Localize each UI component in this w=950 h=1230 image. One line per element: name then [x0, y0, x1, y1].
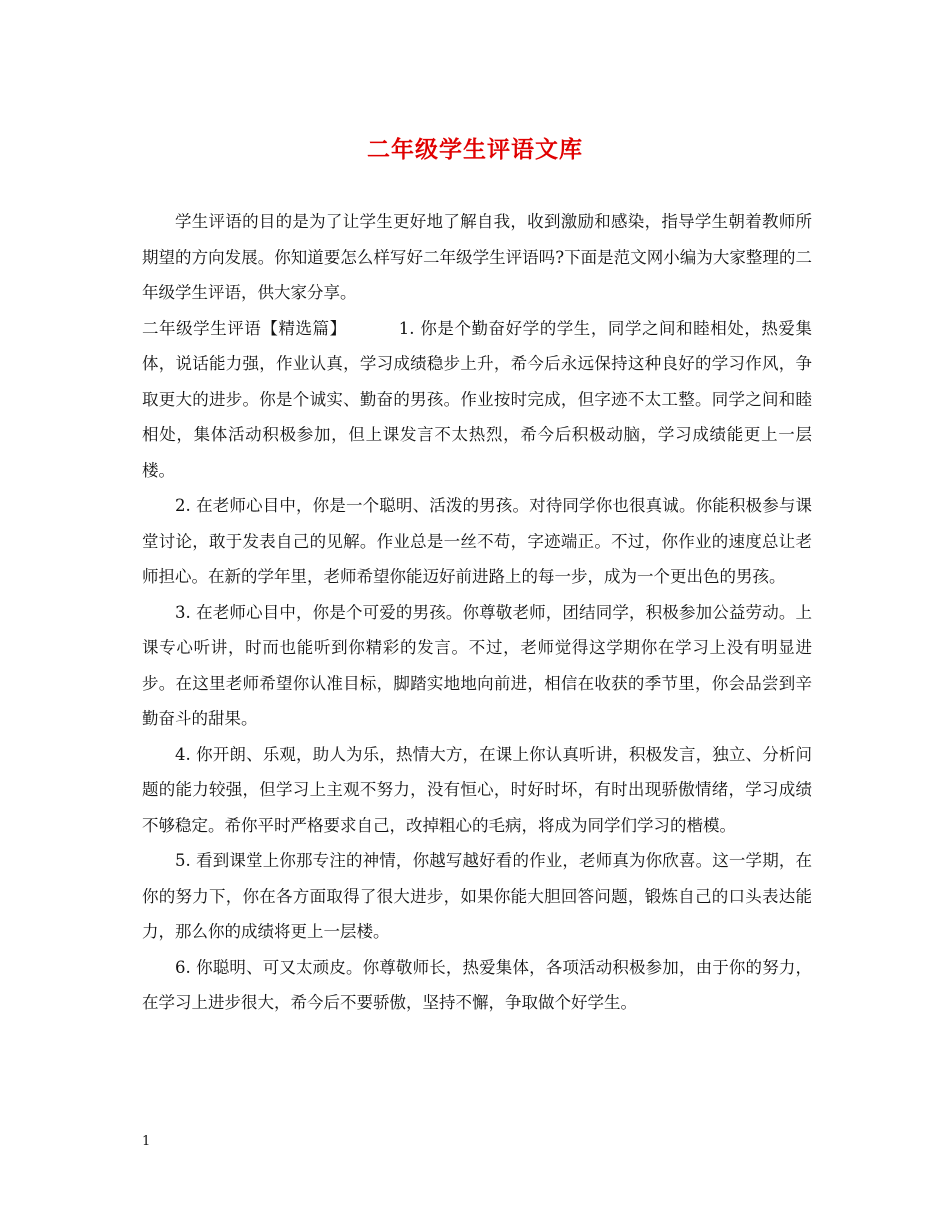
first-comment-paragraph [142, 311, 812, 489]
comment-4: 4. 你开朗、乐观，助人为乐，热情大方，在课上你认真听讲，积极发言，独立、分析问题的能力较强，但学习上主观不努力，没有恒心，时好时坏，有时出现骄傲情绪，学习成绩不够稳定。希你平时严格要求自己，改掉粗心的毛病，将成为同学们学习的楷模。 [142, 744, 812, 835]
comment-6: 6. 你聪明、可又太顽皮。你尊敬师长，热爱集体，各项活动积极参加，由于你的努力，在学习上进步很大，希今后不要骄傲，坚持不懈，争取做个好学生。 [142, 957, 812, 1012]
heading-gap [347, 319, 399, 338]
page-number: 1 [142, 1134, 151, 1149]
document-body [142, 204, 812, 1021]
document-title: 二年级学生评语文库 [367, 136, 583, 163]
comment-1: 1. 你是个勤奋好学的学生，同学之间和睦相处，热爱集体，说话能力强，作业认真，学习成绩稳步上升，希今后永远保持这种良好的学习作风，争取更大的进步。你是个诚实、勤奋的男孩。作业按时完成，但字迹不太工整。同学之间和睦相处，集体活动积极参加，但上课发言不太热烈，希今后积极动脑，学习成绩能更上一层楼。 [142, 318, 812, 480]
comment-2: 2. 在老师心目中，你是一个聪明、活泼的男孩。对待同学你也很真诚。你能积极参与课堂讨论，敢于发表自己的见解。作业总是一丝不苟，字迹端正。不过，你作业的速度总让老师担心。在新的学年里，老师希望你能迈好前进路上的每一步，成为一个更出色的男孩。 [142, 496, 812, 586]
section-heading: 二年级学生评语【精选篇】 [142, 318, 347, 338]
intro-paragraph: 学生评语的目的是为了让学生更好地了解自我，收到激励和感染，指导学生朝着教师所期望的方向发展。你知道要怎么样写好二年级学生评语吗?下面是范文网小编为大家整理的二年级学生评语，供大家分享。 [142, 212, 812, 302]
comment-3: 3. 在老师心目中，你是个可爱的男孩。你尊敬老师，团结同学，积极参加公益劳动。上课专心听讲，时而也能听到你精彩的发言。不过，老师觉得这学期你在学习上没有明显进步。在这里老师希望你认准目标，脚踏实地地向前进，相信在收获的季节里，你会品尝到辛勤奋斗的甜果。 [142, 602, 812, 728]
comment-5: 5. 看到课堂上你那专注的神情，你越写越好看的作业，老师真为你欣喜。这一学期，在你的努力下，你在各方面取得了很大进步，如果你能大胆回答问题，锻炼自己的口头表达能力，那么你的成绩将更上一层楼。 [142, 851, 812, 941]
